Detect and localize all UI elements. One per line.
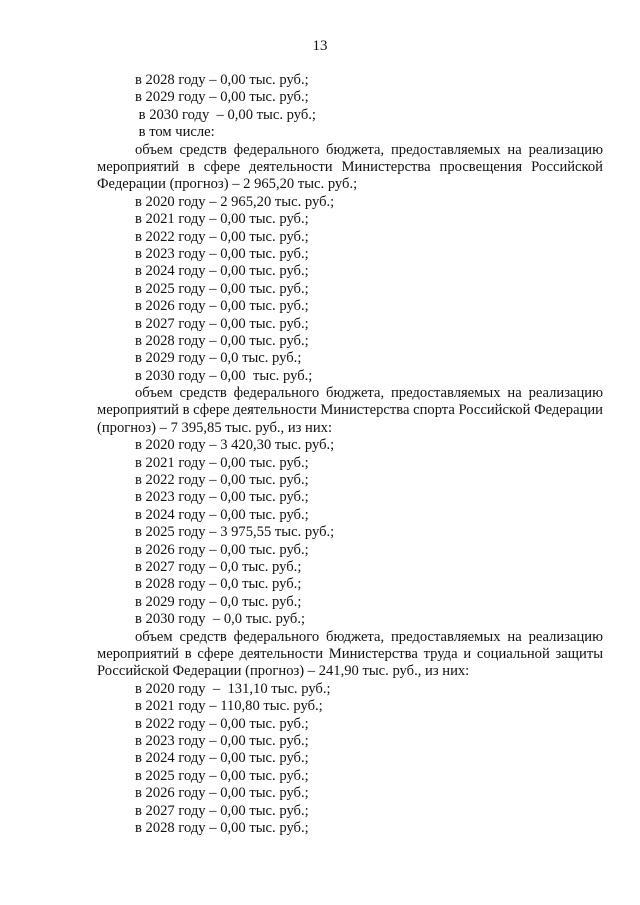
paragraph: объем средств федерального бюджета, предоставляемых на реализацию мероприятий в сфере деятельности Министерства просвещения Российской Федерации (прогноз) – 2 965,20 тыс. руб.; <box>97 141 603 193</box>
year-amount-line: в 2020 году – 2 965,20 тыс. руб.; <box>135 193 335 210</box>
year-amount-line: в 2025 году – 0,00 тыс. руб.; <box>135 767 309 784</box>
year-amount-line: в 2024 году – 0,00 тыс. руб.; <box>135 750 309 767</box>
document-body <box>97 72 603 837</box>
year-amount-line: в 2020 году – 3 420,30 тыс. руб.; <box>135 437 335 454</box>
year-amount-line: в 2026 году – 0,00 тыс. руб.; <box>135 785 309 802</box>
year-amount-line: в 2026 году – 0,00 тыс. руб.; <box>135 298 309 315</box>
paragraph: объем средств федерального бюджета, предоставляемых на реализацию мероприятий в сфере деятельности Министерства спорта Российской Федерации (прогноз) – 7 395,85 тыс. руб., из них: <box>97 385 603 436</box>
paragraph: объем средств федерального бюджета, предоставляемых на реализацию мероприятий в сфере деятельности Министерства труда и социальной защиты Российской Федерации (прогноз) – 241,90 тыс. руб., из них: <box>97 628 603 680</box>
year-amount-line: в 2026 году – 0,00 тыс. руб.; <box>135 541 309 558</box>
year-amount-line: в 2029 году – 0,0 тыс. руб.; <box>135 593 302 610</box>
year-amount-line: в 2030 году – 0,00 тыс. руб.; <box>135 106 316 123</box>
year-amount-line: в 2022 году – 0,00 тыс. руб.; <box>135 228 309 245</box>
year-amount-line: в 2024 году – 0,00 тыс. руб.; <box>135 506 309 523</box>
year-amount-line: в 2030 году – 0,00 тыс. руб.; <box>135 367 313 384</box>
year-amount-line: в 2023 году – 0,00 тыс. руб.; <box>135 732 309 749</box>
year-amount-line: в 2028 году – 0,0 тыс. руб.; <box>135 576 302 593</box>
page-number: 13 <box>312 38 328 54</box>
year-amount-line: в том числе: <box>135 124 215 141</box>
year-amount-line: в 2028 году – 0,00 тыс. руб.; <box>135 72 309 88</box>
year-amount-line: в 2027 году – 0,00 тыс. руб.; <box>135 802 309 819</box>
year-amount-line: в 2022 году – 0,00 тыс. руб.; <box>135 472 309 489</box>
year-amount-line: в 2027 году – 0,0 тыс. руб.; <box>135 559 302 576</box>
year-amount-line: в 2021 году – 0,00 тыс. руб.; <box>135 211 309 228</box>
year-amount-line: в 2029 году – 0,00 тыс. руб.; <box>135 89 309 106</box>
year-amount-line: в 2023 году – 0,00 тыс. руб.; <box>135 245 309 262</box>
year-amount-line: в 2028 году – 0,00 тыс. руб.; <box>135 819 309 836</box>
year-amount-line: в 2024 году – 0,00 тыс. руб.; <box>135 263 309 280</box>
year-amount-line: в 2030 году – 0,0 тыс. руб.; <box>135 611 306 628</box>
year-amount-line: в 2028 году – 0,00 тыс. руб.; <box>135 332 309 349</box>
year-amount-line: в 2021 году – 0,00 тыс. руб.; <box>135 454 309 471</box>
year-amount-line: в 2025 году – 0,00 тыс. руб.; <box>135 280 309 297</box>
year-amount-line: в 2023 году – 0,00 тыс. руб.; <box>135 489 309 506</box>
year-amount-line: в 2027 году – 0,00 тыс. руб.; <box>135 315 309 332</box>
year-amount-line: в 2020 году – 131,10 тыс. руб.; <box>135 680 331 697</box>
year-amount-line: в 2021 году – 110,80 тыс. руб.; <box>135 698 323 715</box>
year-amount-line: в 2022 году – 0,00 тыс. руб.; <box>135 715 309 732</box>
year-amount-line: в 2025 году – 3 975,55 тыс. руб.; <box>135 524 335 541</box>
year-amount-line: в 2029 году – 0,0 тыс. руб.; <box>135 350 302 367</box>
